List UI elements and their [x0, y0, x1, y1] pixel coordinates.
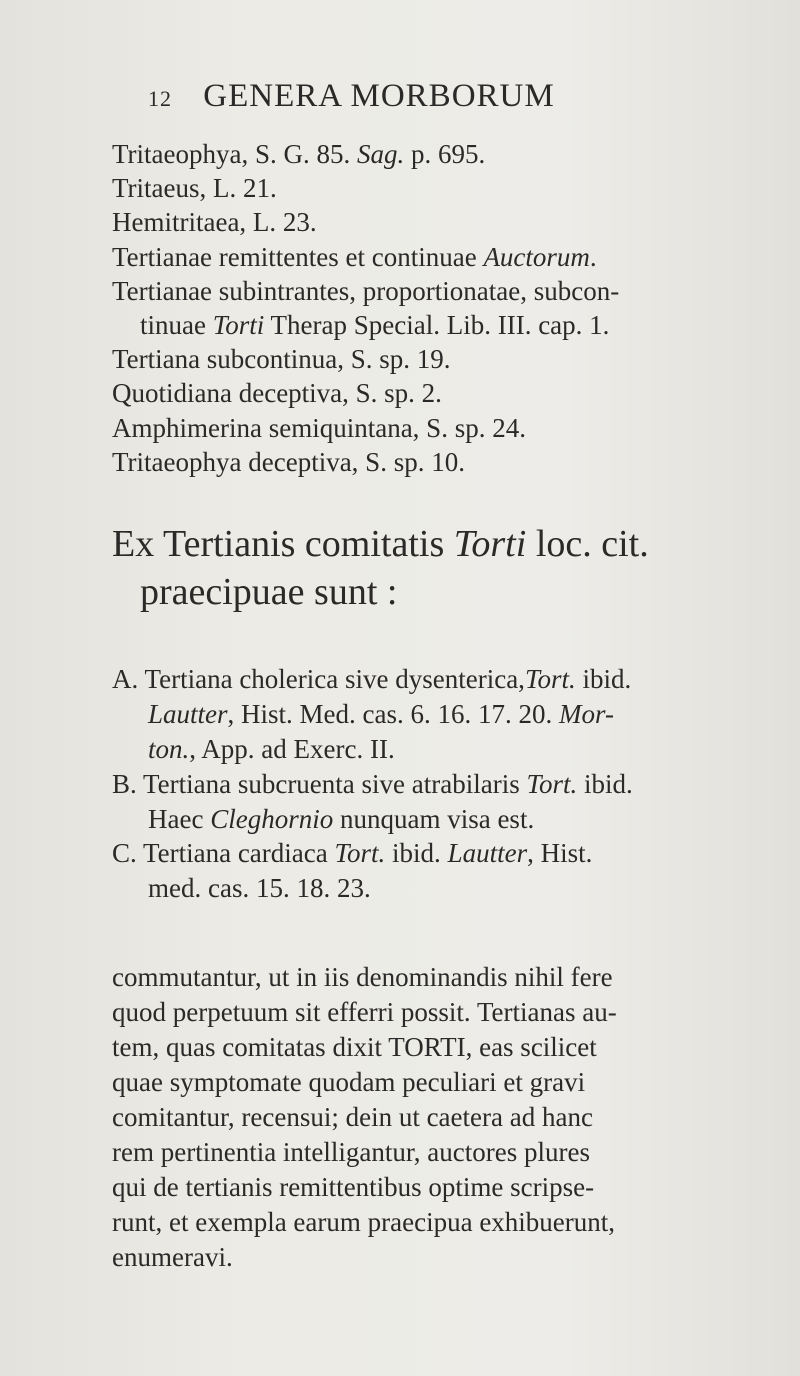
- synonym-line: Tritaeophya deceptiva, S. sp. 10.: [112, 447, 465, 477]
- synonym-line: tinuae Torti Therap Special. Lib. III. cap. 1.: [140, 310, 610, 340]
- paragraph-line: commutantur, ut in iis denominandis nihil fere: [112, 962, 613, 992]
- paragraph-line: qui de tertianis remittentibus optime scripse-: [112, 1172, 595, 1202]
- synonym-line: Tritaeus, L. 21.: [112, 173, 277, 203]
- section-heading: praecipuae sunt :: [140, 571, 398, 613]
- paragraph-line: enumeravi.: [112, 1242, 233, 1272]
- entry-line: C. Tertiana cardiaca Tort. ibid. Lautter, Hist.: [112, 838, 593, 868]
- paragraph-line: comitantur, recensui; dein ut caetera ad hanc: [112, 1102, 593, 1132]
- synonym-line: Tritaeophya, S. G. 85. Sag. p. 695.: [112, 139, 486, 169]
- entry-line: A. Tertiana cholerica sive dysenterica,Tort. ibid.: [112, 664, 632, 694]
- synonym-line: Tertiana subcontinua, S. sp. 19.: [112, 344, 451, 374]
- entry-line: Haec Cleghornio nunquam visa est.: [148, 804, 535, 834]
- entry-line: Lautter, Hist. Med. cas. 6. 16. 17. 20. Mor-: [148, 699, 614, 729]
- synonym-line: Tertianae remittentes et continuae Auctorum.: [112, 242, 597, 272]
- paragraph-line: quae symptomate quodam peculiari et gravi: [112, 1067, 586, 1097]
- paragraph-line: tem, quas comitatas dixit TORTI, eas scilicet: [112, 1032, 597, 1062]
- entry-line: med. cas. 15. 18. 23.: [148, 873, 371, 903]
- paragraph-line: runt, et exempla earum praecipua exhibuerunt,: [112, 1207, 616, 1237]
- running-header: [148, 78, 788, 115]
- entry-line: ton., App. ad Exerc. II.: [148, 734, 395, 764]
- synonym-line: Hemitritaea, L. 23.: [112, 207, 317, 237]
- page-title: GENERA MORBORUM: [203, 78, 555, 114]
- synonym-line: Amphimerina semiquintana, S. sp. 24.: [112, 413, 526, 443]
- paragraph-line: quod perpetuum sit efferri possit. Tertianas au-: [112, 997, 617, 1027]
- synonym-line: Tertianae subintrantes, proportionatae, subcon-: [112, 276, 620, 306]
- section-heading: Ex Tertianis comitatis Torti loc. cit.: [112, 523, 649, 565]
- synonym-line: Quotidiana deceptiva, S. sp. 2.: [112, 378, 442, 408]
- entry-line: B. Tertiana subcruenta sive atrabilaris Tort. ibid.: [112, 769, 633, 799]
- page-number: 12: [148, 86, 172, 111]
- paragraph-line: rem pertinentia intelligantur, auctores plures: [112, 1137, 590, 1167]
